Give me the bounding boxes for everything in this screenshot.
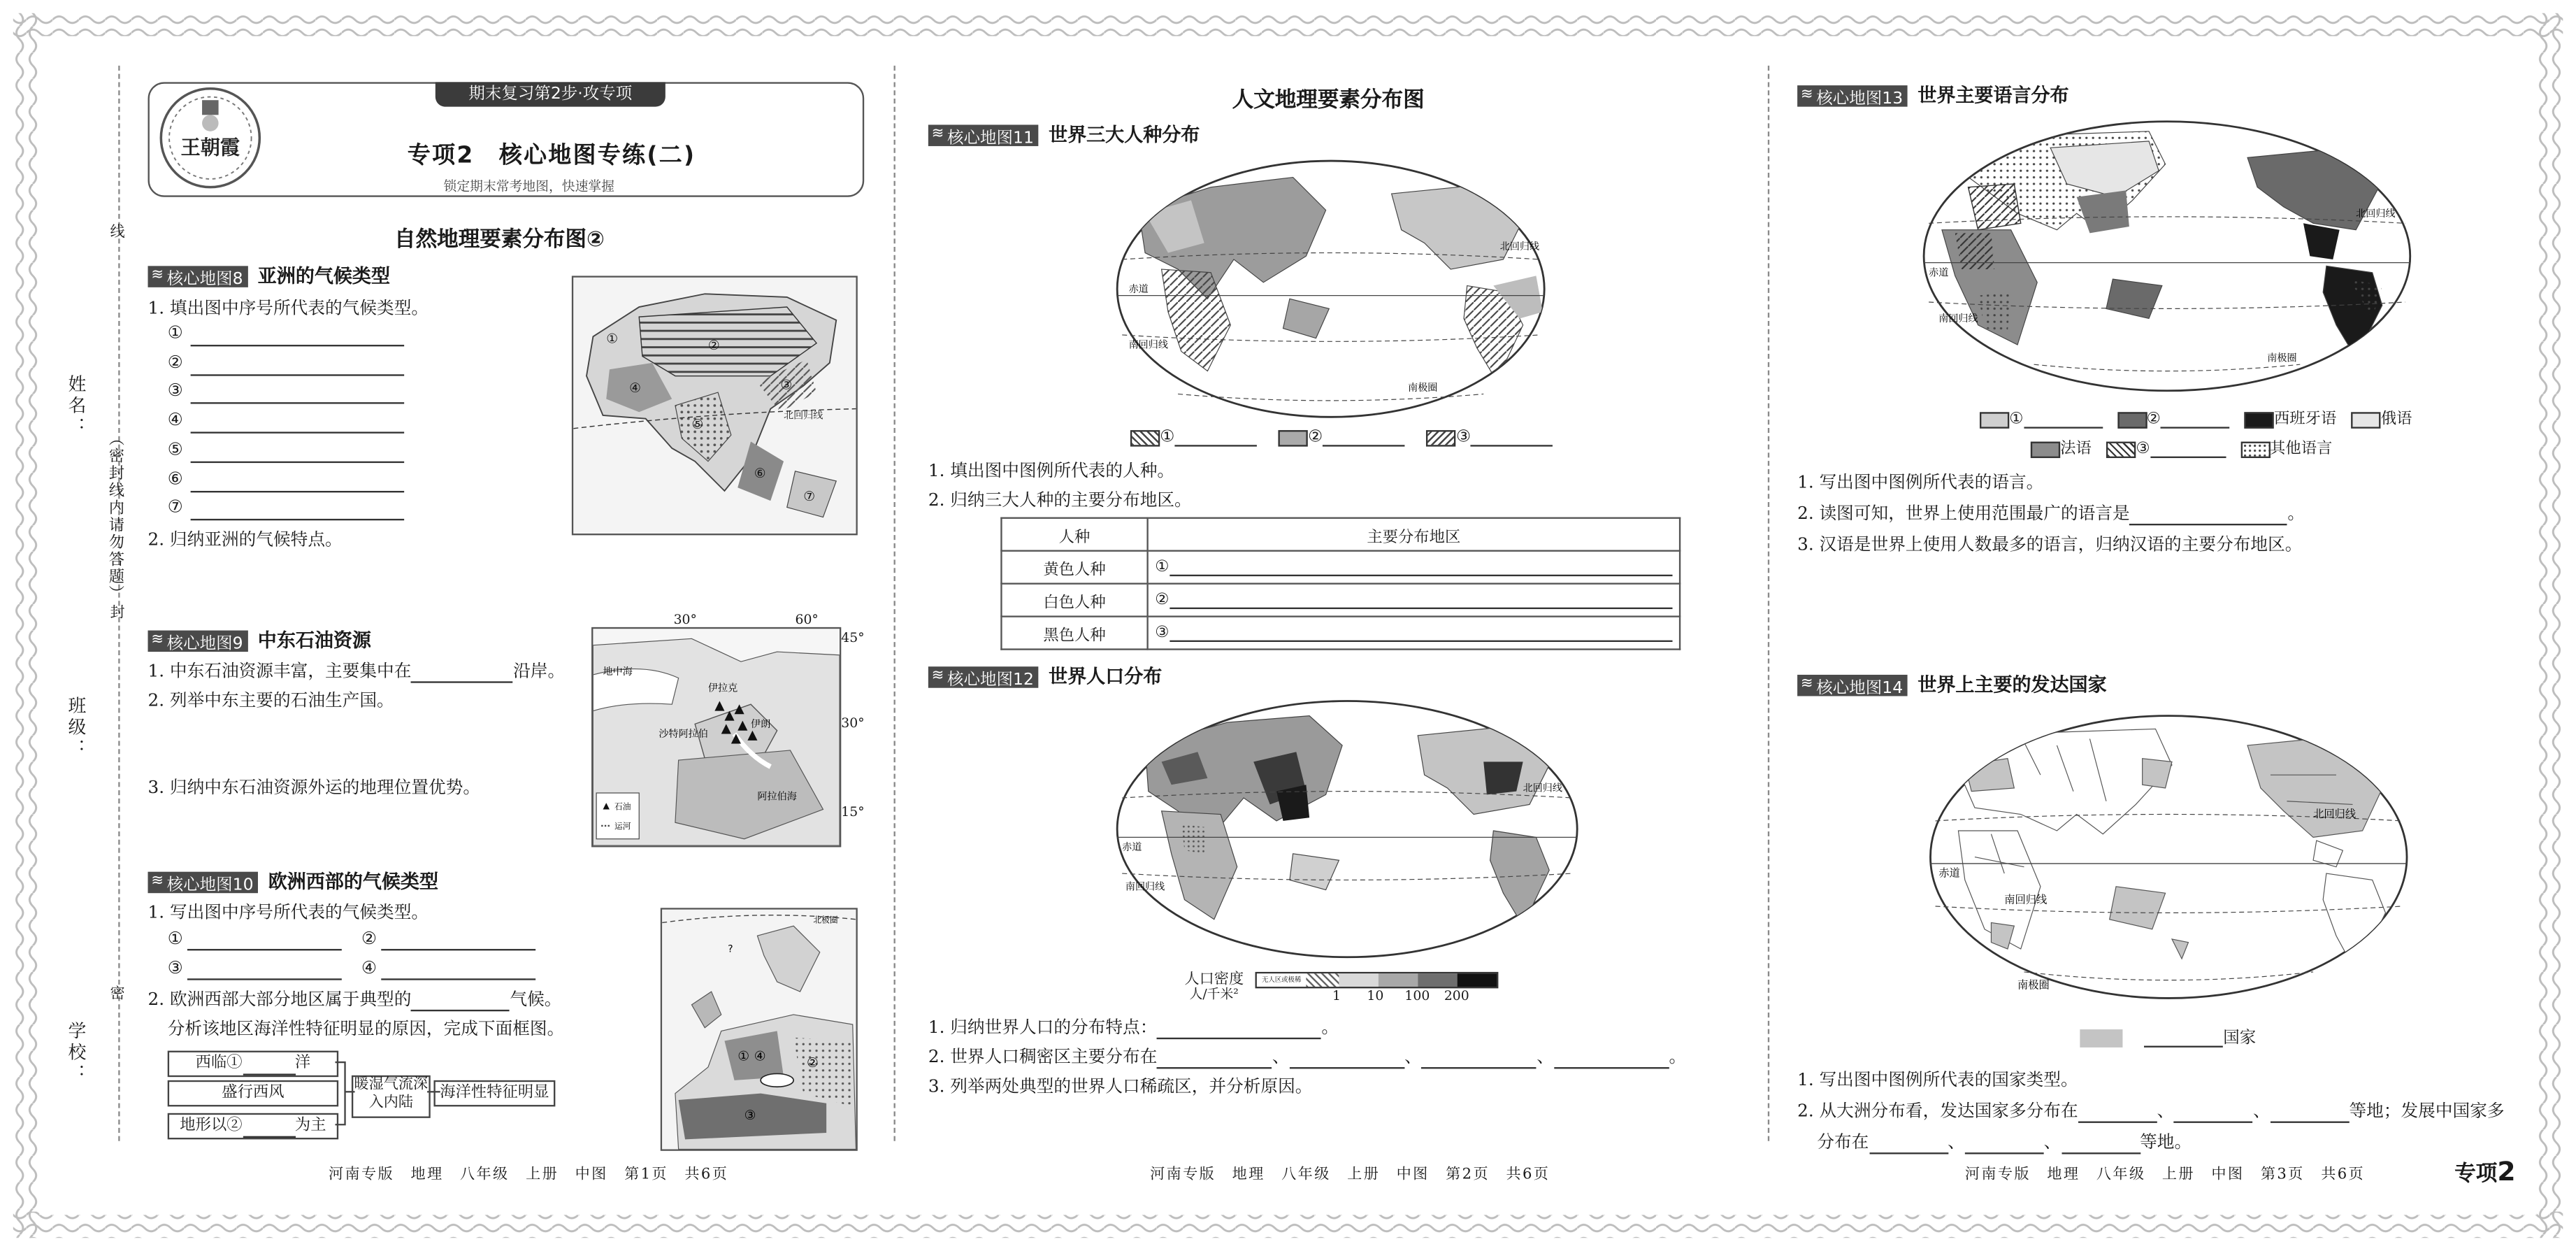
iraq-label: 伊拉克 xyxy=(707,682,738,694)
table-cell-answer[interactable]: ① xyxy=(1148,551,1680,584)
flow-box-3: 地形以② 为主 xyxy=(168,1113,338,1140)
line-mark: 线 xyxy=(106,223,124,242)
map8-answer-line[interactable] xyxy=(191,432,405,434)
name-label: 姓名： xyxy=(66,374,87,438)
race-south-label: 南回归线 xyxy=(1128,339,1168,351)
legend-oil: 石油 xyxy=(614,801,631,812)
wangzhaoxia-logo xyxy=(158,85,263,190)
map8-q1: 1. 填出图中序号所代表的气候类型。 xyxy=(147,299,429,319)
map8-q2: 2. 归纳亚洲的气候特点。 xyxy=(147,530,343,550)
wave-icon: ≋ xyxy=(151,267,164,285)
page1-footer: 河南专版 地理 八年级 上册 中图 第1页 共6页 xyxy=(329,1167,729,1184)
race-north-label: 北回归线 xyxy=(1499,241,1540,252)
europe-map-label: 北极圈 xyxy=(813,915,838,925)
pop-legend-value-1: 1 xyxy=(1332,988,1341,1003)
map8-blank-number: ⑦ xyxy=(167,497,183,517)
lang-swatch-1 xyxy=(1980,411,2009,427)
svg-text:?: ? xyxy=(728,943,733,955)
table-row xyxy=(1001,584,1680,617)
page-tag: 专项2 xyxy=(2454,1155,2516,1187)
map8-answer-line[interactable] xyxy=(191,519,405,520)
pop-legend-value-3: 100 xyxy=(1404,988,1430,1003)
map8-blank-number: ⑥ xyxy=(167,469,183,489)
lang-north-label: 北回归线 xyxy=(2356,208,2396,220)
map8-blank-number: ④ xyxy=(167,410,183,431)
race-eq-label: 赤道 xyxy=(1128,283,1149,295)
middle-east-oil-map xyxy=(591,627,841,848)
race-legend-blank-3[interactable] xyxy=(1471,431,1553,446)
map10-b1: ① xyxy=(167,929,183,950)
human-section-title: 人文地理要素分布图 xyxy=(1232,88,1425,113)
lat-45: 45° xyxy=(841,630,865,645)
map12-q1: 1. 归纳世界人口的分布特点： 。 xyxy=(928,1015,1339,1039)
map12-q2-blank-2[interactable] xyxy=(1290,1049,1405,1068)
map8-answer-line[interactable] xyxy=(191,403,405,404)
svg-text:③: ③ xyxy=(780,378,793,393)
map8-blank-number: ③ xyxy=(167,381,183,401)
flow-box-5: 海洋性特征明显 xyxy=(433,1080,555,1107)
flow-blank-1[interactable] xyxy=(243,1061,295,1075)
world-language-map xyxy=(1919,115,2415,397)
svg-text:②: ② xyxy=(806,1056,819,1071)
table-cell-answer[interactable]: ② xyxy=(1148,584,1680,617)
svg-text:③: ③ xyxy=(744,1108,756,1124)
race-distribution-table xyxy=(1000,517,1681,650)
class-label: 班级： xyxy=(66,696,87,761)
arabian-sea-label: 阿拉伯海 xyxy=(757,791,797,803)
lang-south-label: 南回归线 xyxy=(1938,313,1978,325)
map10-b4: ④ xyxy=(361,959,377,979)
svg-text:②: ② xyxy=(707,338,720,354)
lang-swatch-spanish xyxy=(2245,411,2274,427)
map8-title: 亚洲的气候类型 xyxy=(257,264,390,287)
lang-swatch-2 xyxy=(2117,411,2146,427)
map13-heading xyxy=(1797,82,2068,108)
svg-text:①: ① xyxy=(737,1049,750,1064)
race-legend-blank-1[interactable] xyxy=(1174,431,1257,446)
map11-title: 世界三大人种分布 xyxy=(1049,123,1200,146)
table-row xyxy=(1001,551,1680,584)
svg-text:④: ④ xyxy=(754,1049,766,1064)
map9-title: 中东石油资源 xyxy=(257,629,371,652)
map14-title: 世界上主要的发达国家 xyxy=(1917,673,2107,696)
map14-q2-blank-2[interactable] xyxy=(2174,1103,2253,1123)
race-legend: ① ② ③ xyxy=(1130,429,1553,447)
map8-blank-number: ⑤ xyxy=(167,439,183,459)
wave-icon: ≋ xyxy=(931,126,944,143)
pop-legend-value-2: 10 xyxy=(1367,988,1384,1003)
map13-q1: 1. 写出图中图例所代表的语言。 xyxy=(1797,473,2044,493)
dev-south-label: 南回归线 xyxy=(2004,893,2048,906)
table-header-row xyxy=(1001,518,1680,551)
world-developed-countries-map xyxy=(1925,709,2412,1005)
dev-legend-blank[interactable] xyxy=(2144,1028,2223,1048)
pop-south-label: 南回归线 xyxy=(1125,881,1165,893)
map14-q2-blank-4[interactable] xyxy=(1869,1134,1948,1154)
page3-footer: 河南专版 地理 八年级 上册 中图 第3页 共6页 xyxy=(1964,1167,2366,1184)
wave-icon: ≋ xyxy=(151,631,164,649)
step-tag: 期末复习第2步·攻专项 xyxy=(436,82,665,106)
school-label: 学校： xyxy=(66,1021,87,1085)
map10-blank-1[interactable] xyxy=(187,949,342,950)
table-header: 主要分布地区 xyxy=(1148,518,1680,551)
table-cell-race: 黑色人种 xyxy=(1001,617,1147,650)
map14-q1: 1. 写出图中图例所代表的国家类型。 xyxy=(1797,1070,2078,1090)
map10-blank-4[interactable] xyxy=(381,978,535,980)
column-divider-2 xyxy=(1768,66,1769,1141)
map10-title: 欧洲西部的气候类型 xyxy=(268,870,438,894)
map11-heading xyxy=(928,122,1200,148)
map13-tag: ≋ 核心地图13 xyxy=(1797,85,1908,106)
map14-q2-blank-1[interactable] xyxy=(2078,1103,2157,1123)
lang-swatch-russian xyxy=(2352,411,2381,427)
lang-antarctic-label: 南极圈 xyxy=(2267,352,2297,364)
asia-climate-map xyxy=(572,276,858,535)
map8-blank-number: ② xyxy=(167,352,183,373)
secret-mark: 密 xyxy=(106,985,124,1003)
map9-q1-blank[interactable] xyxy=(411,664,513,683)
race-legend-blank-2[interactable] xyxy=(1323,431,1405,446)
dev-north-label: 北回归线 xyxy=(2313,808,2356,821)
map13-q2: 2. 读图可知，世界上使用范围最广的语言是 。 xyxy=(1797,501,2305,525)
map12-q2-blank-1[interactable] xyxy=(1157,1049,1272,1068)
wave-icon: ≋ xyxy=(1800,87,1813,103)
lang-eq-label: 赤道 xyxy=(1929,267,1949,279)
pop-legend-unit: 人/千米² xyxy=(1189,987,1239,1002)
svg-text:⑥: ⑥ xyxy=(754,466,766,482)
dev-eq-label: 赤道 xyxy=(1938,866,1960,880)
map11-q2: 2. 归纳三大人种的主要分布地区。 xyxy=(928,490,1192,511)
map8-answer-line[interactable] xyxy=(191,374,405,376)
pop-legend-value-4: 200 xyxy=(1444,988,1469,1003)
pop-eq-label: 赤道 xyxy=(1122,842,1142,854)
map10-b2: ② xyxy=(361,929,377,950)
lang-swatch-other xyxy=(2240,441,2270,457)
map9-q2: 2. 列举中东主要的石油生产国。 xyxy=(147,691,394,711)
map9-q3: 3. 归纳中东石油资源外运的地理位置优势。 xyxy=(147,778,481,799)
map13-q2-blank[interactable] xyxy=(2130,506,2288,525)
map12-q2-blank-4[interactable] xyxy=(1554,1049,1669,1068)
pop-legend-nodata: 无人区或极稀 xyxy=(1257,973,1307,987)
map9-heading xyxy=(148,627,371,654)
flow-box-1: 西临① 洋 xyxy=(168,1051,338,1078)
table-cell-race: 黄色人种 xyxy=(1001,551,1147,584)
iran-label: 伊朗 xyxy=(751,719,771,731)
map8-answer-line[interactable] xyxy=(191,461,405,462)
dev-legend: 国家 xyxy=(2080,1023,2256,1048)
map11-tag: ≋ 核心地图11 xyxy=(928,124,1039,145)
map8-heading xyxy=(148,263,390,289)
map8-answer-line[interactable] xyxy=(191,345,405,346)
svg-text:⑦: ⑦ xyxy=(803,489,816,505)
map12-title: 世界人口分布 xyxy=(1049,664,1163,688)
race-legend-swatch-2 xyxy=(1279,429,1308,445)
map8-tag: ≋ 核心地图8 xyxy=(148,265,248,287)
wave-icon: ≋ xyxy=(1800,676,1813,693)
west-europe-climate-map xyxy=(661,908,858,1150)
map14-tag: ≋ 核心地图14 xyxy=(1797,674,1908,696)
table-row xyxy=(1001,617,1680,650)
med-sea-label: 地中海 xyxy=(603,666,633,678)
map14-q2-blank-3[interactable] xyxy=(2271,1103,2350,1123)
flow-blank-3[interactable] xyxy=(243,1123,295,1138)
map14-q2-blank-5[interactable] xyxy=(1965,1134,2044,1154)
map12-q2: 2. 世界人口稠密区主要分布在 、 、 、 。 xyxy=(928,1044,1686,1068)
map14-q2-cont: 分布在 、 、 等地。 xyxy=(1817,1129,2192,1154)
map9-tag: ≋ 核心地图9 xyxy=(148,629,248,651)
topic-title: 专项2 核心地图专练(二) xyxy=(407,143,696,169)
map14-q2: 2. 从大洲分布看，发达国家多分布在 、 、 等地；发展中国家多 xyxy=(1797,1099,2504,1123)
map10-b3: ③ xyxy=(167,959,183,979)
map10-tag: ≋ 核心地图10 xyxy=(148,871,259,893)
world-population-map xyxy=(1112,696,1582,962)
dev-antarctic-label: 南极圈 xyxy=(2017,978,2050,992)
dev-legend-swatch xyxy=(2080,1029,2122,1048)
svg-text:④: ④ xyxy=(629,381,641,396)
svg-text:⑤: ⑤ xyxy=(691,417,704,432)
map10-q1: 1. 写出图中序号所代表的气候类型。 xyxy=(147,903,429,923)
lang-legend-row-1: ① ② 西班牙语 俄语 xyxy=(1980,406,2412,429)
seal-notice: （密封线内请勿答题） xyxy=(105,430,124,603)
page2-footer: 河南专版 地理 八年级 上册 中图 第2页 共6页 xyxy=(1150,1167,1550,1184)
saudi-label: 沙特阿拉伯 xyxy=(659,729,708,741)
map12-q3: 3. 列举两处典型的世界人口稀疏区，并分析原因。 xyxy=(928,1077,1313,1097)
column-divider-1 xyxy=(894,66,895,1141)
lang-legend-blank-2[interactable] xyxy=(2161,414,2230,429)
map9-q1: 1. 中东石油资源丰富，主要集中在 沿岸。 xyxy=(148,658,566,682)
wave-icon: ≋ xyxy=(931,668,944,685)
map10-blank-3[interactable] xyxy=(187,978,342,980)
world-race-map xyxy=(1112,155,1549,424)
map10-q2-blank[interactable] xyxy=(411,992,510,1011)
lang-swatch-french xyxy=(2031,441,2060,457)
pop-legend-bar xyxy=(1255,972,1499,988)
race-antarctic-label: 南极圈 xyxy=(1408,382,1438,394)
map12-heading xyxy=(928,664,1162,690)
map12-q1-blank[interactable] xyxy=(1157,1020,1321,1039)
map13-title: 世界主要语言分布 xyxy=(1917,83,2069,107)
pop-legend-title: 人口密度 xyxy=(1184,971,1244,989)
table-cell-answer[interactable]: ③ xyxy=(1148,617,1680,650)
map11-q1: 1. 填出图中图例所代表的人种。 xyxy=(928,461,1175,481)
seal-mark: 封 xyxy=(106,603,124,622)
topic-subtitle: 锁定期末常考地图，快速掌握 xyxy=(443,178,614,194)
map10-blank-2[interactable] xyxy=(381,949,535,950)
lat-15: 15° xyxy=(841,804,865,820)
lon-60: 60° xyxy=(795,612,819,627)
map10-q2c: 分析该地区海洋性特征明显的原因，完成下面框图。 xyxy=(167,1019,565,1040)
lon-30: 30° xyxy=(673,612,697,627)
lat-30: 30° xyxy=(841,715,865,731)
map10-q2: 2. 欧洲西部大部分地区属于典型的 气候。 xyxy=(148,987,562,1011)
table-cell-race: 白色人种 xyxy=(1001,584,1147,617)
table-header: 人种 xyxy=(1001,518,1147,551)
map12-tag: ≋ 核心地图12 xyxy=(928,666,1039,687)
asia-map-label: 北回归线 xyxy=(784,410,823,422)
race-legend-swatch-1 xyxy=(1130,429,1160,445)
flow-box-2: 盛行西风 xyxy=(168,1080,338,1107)
lang-legend-blank-3[interactable] xyxy=(2150,443,2225,458)
lang-swatch-3 xyxy=(2106,441,2136,457)
map8-answer-line[interactable] xyxy=(191,490,405,492)
legend-river: 运河 xyxy=(614,821,631,831)
map8-blank-number: ① xyxy=(167,323,183,343)
map14-heading xyxy=(1797,671,2106,698)
lang-legend-blank-1[interactable] xyxy=(2023,414,2102,429)
natural-section-title: 自然地理要素分布图② xyxy=(394,228,605,253)
pop-north-label: 北回归线 xyxy=(1523,782,1562,794)
map13-q3: 3. 汉语是世界上使用人数最多的语言，归纳汉语的主要分布地区。 xyxy=(1797,535,2303,555)
lang-legend-row-2: 法语 ③ 其他语言 xyxy=(2031,435,2333,458)
logo-text: 王朝霞 xyxy=(180,136,240,159)
map12-q2-blank-3[interactable] xyxy=(1422,1049,1537,1068)
map10-heading xyxy=(148,868,438,895)
wave-icon: ≋ xyxy=(151,873,164,890)
race-legend-swatch-3 xyxy=(1427,429,1456,445)
map14-q2-blank-6[interactable] xyxy=(2061,1134,2140,1154)
flow-box-4: 暖湿气流深入内陆 xyxy=(352,1075,431,1118)
svg-text:①: ① xyxy=(606,331,619,347)
